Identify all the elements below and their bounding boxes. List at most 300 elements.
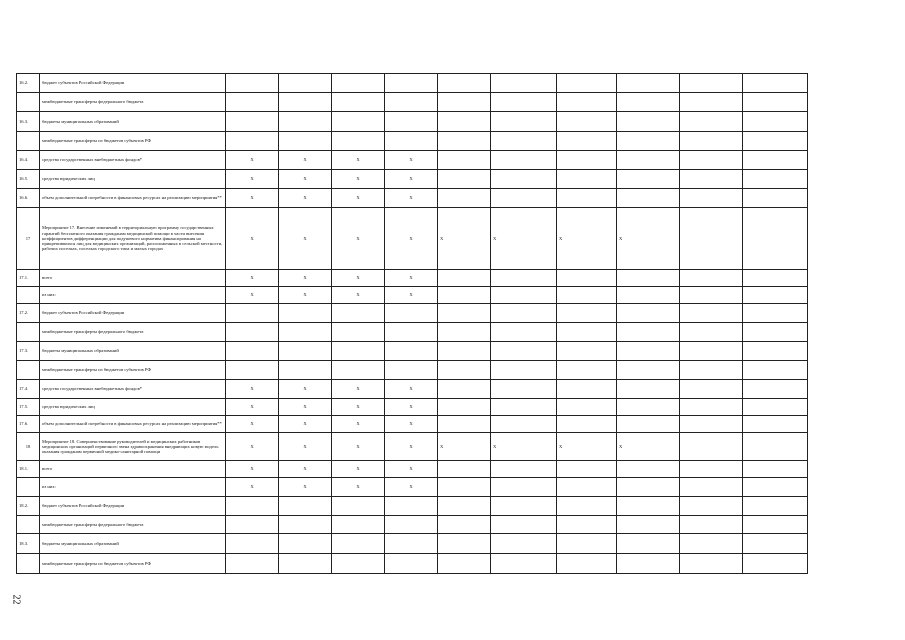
table-cell: X (385, 189, 438, 208)
row-number: 16.2. (17, 74, 40, 93)
table-cell (557, 478, 617, 497)
table-cell: X (226, 151, 279, 170)
table-cell (743, 399, 808, 416)
table-cell (385, 323, 438, 342)
table-cell (680, 189, 743, 208)
table-cell (557, 132, 617, 151)
table-cell (491, 461, 557, 478)
table-cell (617, 516, 680, 534)
table-body (17, 74, 808, 574)
table-cell: X (332, 478, 385, 497)
table-cell (332, 304, 385, 323)
table-cell: X (617, 433, 680, 461)
table-cell (385, 93, 438, 112)
table-cell (557, 361, 617, 380)
table-cell (491, 399, 557, 416)
table-row (17, 478, 808, 497)
table-cell: X (557, 208, 617, 270)
table-cell: X (385, 461, 438, 478)
table-cell (491, 74, 557, 93)
table-cell (279, 497, 332, 516)
table-cell (226, 323, 279, 342)
table-cell (385, 534, 438, 554)
row-description: всего (40, 270, 226, 287)
table-cell (438, 304, 491, 323)
table-cell: X (279, 416, 332, 433)
table-cell (557, 461, 617, 478)
table-row (17, 132, 808, 151)
table-cell (332, 74, 385, 93)
table-cell (557, 342, 617, 361)
table-cell (617, 497, 680, 516)
table-cell: X (226, 270, 279, 287)
table-cell (438, 189, 491, 208)
row-description: бюджеты муниципальных образований (40, 342, 226, 361)
page-number: 22 (10, 594, 22, 605)
table-cell (557, 380, 617, 399)
row-number: 18.3. (17, 534, 40, 554)
row-description: средства юридических лиц (40, 399, 226, 416)
table-cell: X (226, 399, 279, 416)
table-cell (617, 461, 680, 478)
row-number: 16.6. (17, 189, 40, 208)
table-cell: X (279, 189, 332, 208)
table-cell (557, 93, 617, 112)
table-row (17, 170, 808, 189)
table-cell (743, 208, 808, 270)
table-cell: X (226, 433, 279, 461)
table-cell (680, 516, 743, 534)
table-row (17, 380, 808, 399)
table-row (17, 270, 808, 287)
table-cell (743, 270, 808, 287)
table-cell (279, 93, 332, 112)
table-cell (226, 361, 279, 380)
table-cell (438, 461, 491, 478)
table-cell: X (332, 170, 385, 189)
table-cell (743, 323, 808, 342)
table-cell: X (279, 270, 332, 287)
table-cell (680, 112, 743, 132)
table-cell (491, 93, 557, 112)
table-cell (491, 342, 557, 361)
table-cell (557, 416, 617, 433)
table-cell (438, 497, 491, 516)
row-number: 16.3. (17, 112, 40, 132)
table-cell (680, 478, 743, 497)
table-cell (385, 361, 438, 380)
row-description: Мероприятие 18. Совершенствование руководителей и медицинских работников медицинских организаций первичного звена здравоохранения внедряющих новую модель оказания гражданам первичной медико-санитарной помощи (40, 433, 226, 461)
table-cell (491, 416, 557, 433)
table-cell: X (385, 170, 438, 189)
table-cell: X (385, 399, 438, 416)
table-cell (617, 112, 680, 132)
table-cell (332, 516, 385, 534)
row-description: межбюджетные трансферты федерального бюджета (40, 93, 226, 112)
table-cell (743, 151, 808, 170)
table-cell: X (438, 208, 491, 270)
table-cell: X (332, 287, 385, 304)
table-cell (491, 516, 557, 534)
table-cell (680, 461, 743, 478)
table-cell (680, 270, 743, 287)
table-cell (617, 478, 680, 497)
table-cell (491, 554, 557, 574)
table-cell (279, 342, 332, 361)
table-cell (279, 534, 332, 554)
table-cell: X (279, 399, 332, 416)
table-cell (557, 287, 617, 304)
table-cell (617, 132, 680, 151)
table-cell (491, 151, 557, 170)
table-cell (617, 270, 680, 287)
row-number: 16.4. (17, 151, 40, 170)
table-cell (332, 323, 385, 342)
row-number (17, 323, 40, 342)
table-row (17, 534, 808, 554)
row-number (17, 554, 40, 574)
row-number: 17.4. (17, 380, 40, 399)
table-cell (743, 74, 808, 93)
table-cell (680, 554, 743, 574)
table-cell: X (332, 189, 385, 208)
table-cell (491, 304, 557, 323)
table-row (17, 189, 808, 208)
table-cell: X (279, 170, 332, 189)
row-number: 18 (17, 433, 40, 461)
table-cell (226, 304, 279, 323)
table-cell (226, 534, 279, 554)
table-cell: X (385, 287, 438, 304)
table-cell (438, 132, 491, 151)
table-row (17, 342, 808, 361)
table-cell: X (385, 433, 438, 461)
table-cell (617, 361, 680, 380)
table-cell (438, 416, 491, 433)
table-cell: X (279, 433, 332, 461)
table-cell (680, 132, 743, 151)
table-cell (491, 380, 557, 399)
row-number (17, 93, 40, 112)
table-row (17, 461, 808, 478)
table-cell (557, 323, 617, 342)
table-cell: X (279, 287, 332, 304)
table-cell (557, 534, 617, 554)
table-cell (438, 554, 491, 574)
table-cell (617, 287, 680, 304)
row-number: 17.6. (17, 416, 40, 433)
table-cell: X (226, 461, 279, 478)
table-cell (557, 189, 617, 208)
table-row (17, 151, 808, 170)
row-description: объем дополнительной потребности в финансовых ресурсах на реализацию мероприятия** (40, 416, 226, 433)
table-cell (743, 497, 808, 516)
row-number: 17.2. (17, 304, 40, 323)
table-cell (279, 516, 332, 534)
table-cell (680, 380, 743, 399)
row-description: средства государственных внебюджетных фондов* (40, 151, 226, 170)
row-number (17, 361, 40, 380)
table-cell: X (226, 170, 279, 189)
table-cell (385, 554, 438, 574)
row-number: 17.3. (17, 342, 40, 361)
table-cell: X (226, 287, 279, 304)
table-cell (617, 93, 680, 112)
table-cell (617, 342, 680, 361)
table-cell: X (557, 433, 617, 461)
table-cell (557, 170, 617, 189)
row-description: бюджет субъектов Российской Федерации (40, 74, 226, 93)
table-cell: X (385, 270, 438, 287)
table-cell (279, 112, 332, 132)
table-cell: X (385, 478, 438, 497)
table-cell: X (226, 380, 279, 399)
table-cell (226, 342, 279, 361)
table-cell (332, 93, 385, 112)
table-row (17, 516, 808, 534)
table-row (17, 433, 808, 461)
table-cell (743, 189, 808, 208)
row-description: межбюджетные трансферты из бюджетов субъектов РФ (40, 132, 226, 151)
table-cell (332, 554, 385, 574)
table-cell (491, 361, 557, 380)
table-cell: X (279, 208, 332, 270)
table-cell (680, 304, 743, 323)
table-cell: X (226, 416, 279, 433)
table-cell (680, 323, 743, 342)
row-description: межбюджетные трансферты из бюджетов субъектов РФ (40, 554, 226, 574)
table-cell: X (279, 461, 332, 478)
table-cell (617, 380, 680, 399)
table-cell: X (385, 416, 438, 433)
table-cell (557, 270, 617, 287)
table-cell (743, 433, 808, 461)
table-cell (491, 287, 557, 304)
row-description: межбюджетные трансферты федерального бюджета (40, 516, 226, 534)
table-cell (226, 132, 279, 151)
table-cell (332, 534, 385, 554)
table-cell (680, 170, 743, 189)
table-cell (385, 112, 438, 132)
table-cell (438, 478, 491, 497)
table-cell (557, 497, 617, 516)
row-description: бюджеты муниципальных образований (40, 534, 226, 554)
row-number: 16.5. (17, 170, 40, 189)
table-cell (557, 399, 617, 416)
row-description: из них: (40, 478, 226, 497)
table-cell (279, 361, 332, 380)
table-cell (680, 433, 743, 461)
table-row (17, 287, 808, 304)
table-cell (680, 534, 743, 554)
table-cell (226, 516, 279, 534)
table-cell (617, 170, 680, 189)
table-row (17, 93, 808, 112)
table-cell (438, 342, 491, 361)
table-cell (743, 534, 808, 554)
table-cell (680, 287, 743, 304)
table-cell (617, 304, 680, 323)
table-cell (557, 554, 617, 574)
table-cell (680, 342, 743, 361)
table-cell (743, 478, 808, 497)
table-cell: X (332, 151, 385, 170)
table-row (17, 416, 808, 433)
table-cell: X (491, 208, 557, 270)
table-cell: X (332, 380, 385, 399)
table-cell (438, 361, 491, 380)
table-cell (743, 554, 808, 574)
table-row (17, 112, 808, 132)
table-cell: X (385, 208, 438, 270)
table-cell (438, 112, 491, 132)
table-row (17, 304, 808, 323)
table-cell (332, 132, 385, 151)
table-cell (279, 554, 332, 574)
table-cell (438, 380, 491, 399)
table-cell (491, 270, 557, 287)
row-description: всего (40, 461, 226, 478)
row-number (17, 132, 40, 151)
table-cell (743, 342, 808, 361)
table-cell (617, 534, 680, 554)
table-cell (332, 361, 385, 380)
table-cell (680, 361, 743, 380)
table-cell: X (226, 208, 279, 270)
table-cell (385, 74, 438, 93)
table-cell (491, 534, 557, 554)
table-cell (438, 270, 491, 287)
table-cell: X (279, 380, 332, 399)
row-description: из них: (40, 287, 226, 304)
row-number: 18.1. (17, 461, 40, 478)
table-cell (332, 342, 385, 361)
table-cell (680, 416, 743, 433)
table-cell (491, 189, 557, 208)
table-cell: X (332, 461, 385, 478)
table-cell (680, 74, 743, 93)
table-row (17, 497, 808, 516)
table-cell (617, 399, 680, 416)
table-cell: X (438, 433, 491, 461)
table-cell: X (226, 189, 279, 208)
table-cell (557, 516, 617, 534)
table-cell (438, 516, 491, 534)
table-cell (226, 554, 279, 574)
table-cell (279, 132, 332, 151)
row-number (17, 478, 40, 497)
table-cell (617, 74, 680, 93)
table-cell: X (332, 208, 385, 270)
table-row (17, 323, 808, 342)
table-cell: X (332, 416, 385, 433)
table-cell (438, 170, 491, 189)
row-number: 18.2. (17, 497, 40, 516)
table-cell (743, 416, 808, 433)
table-cell (385, 132, 438, 151)
table-cell (385, 304, 438, 323)
table-cell (438, 323, 491, 342)
row-description: бюджет субъектов Российской Федерации (40, 304, 226, 323)
table-cell (332, 497, 385, 516)
table-cell (226, 74, 279, 93)
table-cell (491, 132, 557, 151)
row-number (17, 287, 40, 304)
table-cell: X (617, 208, 680, 270)
table-cell (680, 208, 743, 270)
table-cell (680, 399, 743, 416)
table-cell (743, 380, 808, 399)
row-description: объем дополнительной потребности в финансовых ресурсах на реализацию мероприятия** (40, 189, 226, 208)
table-cell (743, 170, 808, 189)
table-cell: X (279, 151, 332, 170)
table-cell (438, 93, 491, 112)
table-cell (743, 112, 808, 132)
table-cell (743, 461, 808, 478)
table-cell: X (226, 478, 279, 497)
table-cell (438, 74, 491, 93)
table-row (17, 361, 808, 380)
table-cell (491, 497, 557, 516)
row-description: средства юридических лиц (40, 170, 226, 189)
row-number: 17.5. (17, 399, 40, 416)
row-description: Мероприятие 17. Внесение изменений в территориальную программу государственных гарантий бесплатного оказания гражданам медицинской помощи в части внесения коэффициентов дифференциации для подушевого норматива финансирования на прикрепившихся лиц для медицинских организаций, расположенных в сельской местности, рабочих поселках, поселках городского типа и малых городах (40, 208, 226, 270)
table-cell (557, 151, 617, 170)
table-cell: X (491, 433, 557, 461)
table-cell (743, 132, 808, 151)
table-cell (491, 478, 557, 497)
table-cell (438, 534, 491, 554)
table-cell (743, 516, 808, 534)
table-cell (617, 151, 680, 170)
row-number: 17 (17, 208, 40, 270)
table-cell (226, 112, 279, 132)
table-cell (557, 304, 617, 323)
table-cell (557, 74, 617, 93)
table-cell (491, 112, 557, 132)
budget-table (16, 73, 808, 574)
row-number: 17.1. (17, 270, 40, 287)
table-cell: X (332, 399, 385, 416)
table-cell (279, 304, 332, 323)
table-cell (743, 304, 808, 323)
table-cell (617, 189, 680, 208)
table-cell: X (385, 151, 438, 170)
table-cell (491, 170, 557, 189)
table-cell (438, 399, 491, 416)
table-row (17, 208, 808, 270)
table-cell (491, 323, 557, 342)
table-cell (680, 151, 743, 170)
row-description: бюджет субъектов Российской Федерации (40, 497, 226, 516)
table-row (17, 554, 808, 574)
table-cell (617, 323, 680, 342)
table-cell (680, 93, 743, 112)
table-cell (385, 342, 438, 361)
table-cell (385, 516, 438, 534)
table-row (17, 399, 808, 416)
row-description: межбюджетные трансферты федерального бюджета (40, 323, 226, 342)
table-cell: X (279, 478, 332, 497)
table-cell (279, 323, 332, 342)
table-cell (279, 74, 332, 93)
table-cell (226, 497, 279, 516)
row-description: межбюджетные трансферты из бюджетов субъектов РФ (40, 361, 226, 380)
row-number (17, 516, 40, 534)
table-cell (743, 361, 808, 380)
table-cell (332, 112, 385, 132)
table-cell (617, 554, 680, 574)
